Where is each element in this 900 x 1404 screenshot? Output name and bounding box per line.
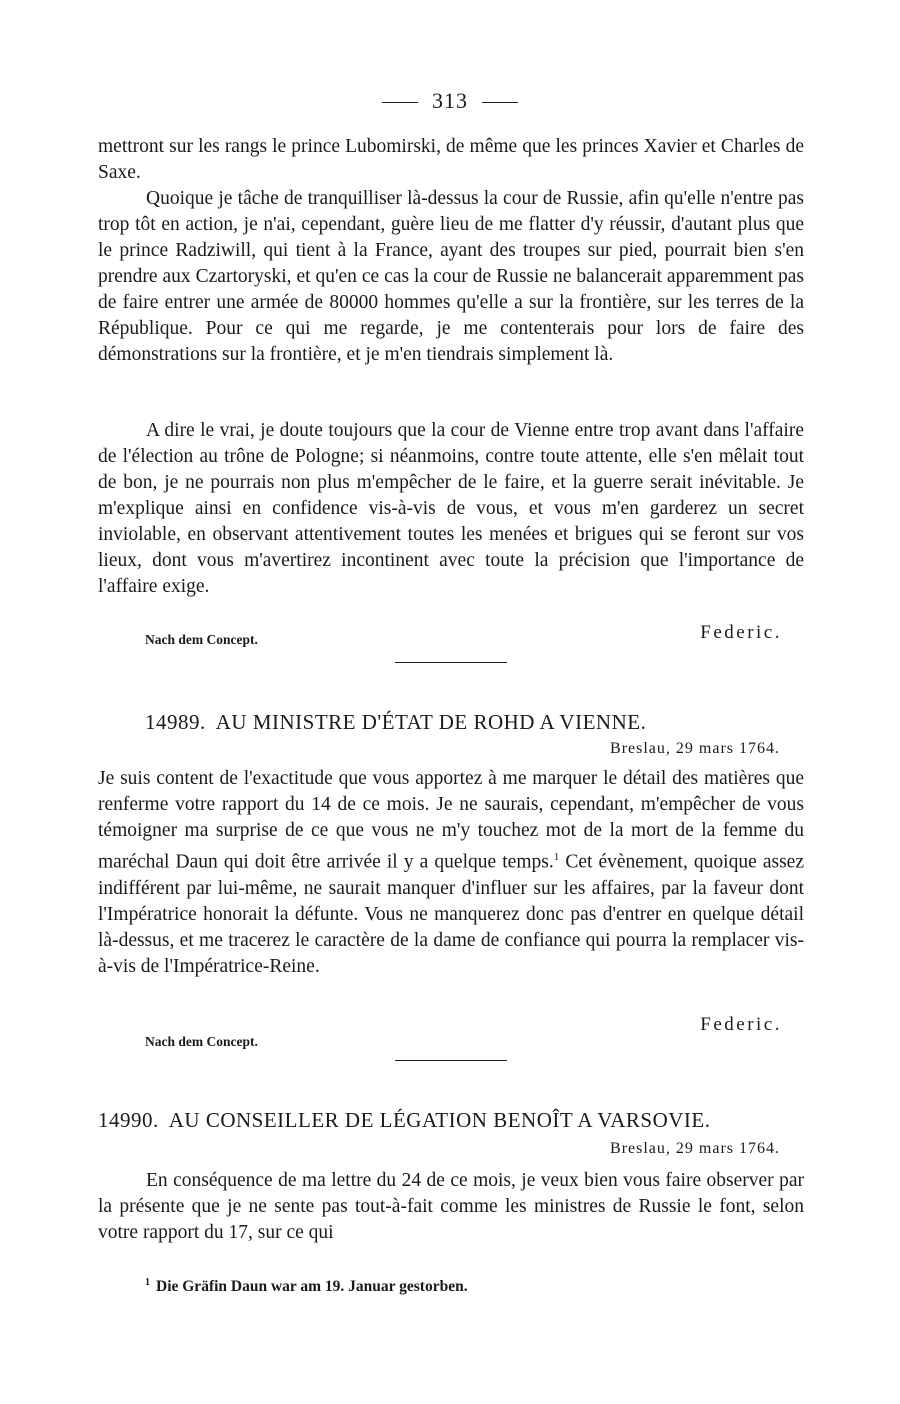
footnote-ref: 1 — [553, 851, 560, 863]
dateline: Breslau, 29 mars 1764. — [610, 1140, 780, 1157]
letter-title: AU CONSEILLER DE LÉGATION BENOÎT A VARSOVIE. — [168, 1108, 711, 1132]
divider — [482, 102, 518, 103]
letter-heading — [145, 710, 851, 735]
dateline: Breslau, 29 mars 1764. — [610, 740, 780, 757]
letter-title: AU MINISTRE D'ÉTAT DE ROHD A VIENNE. — [215, 710, 647, 734]
signature: Federic. — [700, 622, 782, 643]
letter-number: 14989. — [145, 710, 206, 734]
paragraph: mettront sur les rangs le prince Lubomirski, de même que les princes Xavier et Charles de Saxe. — [98, 136, 804, 183]
paragraph — [98, 766, 804, 980]
paragraph: A dire le vrai, je doute toujours que la cour de Vienne entre trop avant dans l'affaire de l'élection au trône de Pologne; si néanmoins, contre toute attente, elle s'en mêlait tout de bon, je ne pourrais non plus m'empêcher de le faire, et la guerre serait inévitable. Je m'explique ainsi en confidence vis-à-vis de vous, et vous m'en garderez un secret inviolable, en observant attentivement toutes les menées et brigues qui se feront sur vos lieux, dont vous m'avertirez incontinent avec toute la précision que l'importance de l'affaire exige. — [98, 420, 804, 597]
footnote-text: Die Gräfin Daun war am 19. Januar gestorben. — [156, 1278, 468, 1296]
section-divider — [395, 662, 507, 663]
footnote-marker: 1 — [145, 1277, 150, 1288]
signature: Federic. — [700, 1014, 782, 1035]
source-note: Nach dem Concept. — [145, 1034, 258, 1049]
divider — [382, 102, 418, 103]
source-note: Nach dem Concept. — [145, 632, 258, 647]
paragraph-text: Cet évènement, quoique assez indifférent par lui-même, ne saurait manquer d'influer sur les affaires, par la faveur dont l'Impératrice honorait la défunte. Vous ne manquerez donc pas d'entrer en quelque détail là-dessus, et me tracerez le caractère de la dame de confiance qui pourra la remplacer vis-à-vis de l'Impératrice-Reine. — [98, 851, 804, 977]
paragraph: Quoique je tâche de tranquilliser là-dessus la cour de Russie, afin qu'elle n'entre pas trop tôt en action, je n'ai, cependant, guère lieu de me flatter d'y réussir, d'autant plus que le prince Radziwill, qui tient à la France, ayant des troupes sur pied, pourrait bien s'en prendre aux Czartoryski, et qu'en ce cas la cour de Russie ne balancerait apparemment pas de faire entrer une armée de 80000 hommes qu'elle a sur la frontière, sur les terres de la République. Pour ce qui me regarde, je me contenterais pour lors de faire des démonstrations sur la frontière, et je m'en tiendrais simplement là. — [98, 188, 804, 365]
letter-number: 14990. — [98, 1108, 159, 1132]
page-number-line — [0, 88, 900, 114]
letter-heading — [98, 1108, 804, 1133]
paragraph-text: Je suis content de l'exactitude que vous apportez à me marquer le détail des matières que renferme votre rapport du 14 de ce mois. Je ne saurais, cependant, m'empêcher de vous témoigner ma surprise de ce que vous ne m'y touchez mot de la mort de la femme du maréchal Daun qui doit être arrivée il y a quelque temps. — [98, 768, 804, 873]
section-divider — [395, 1060, 507, 1061]
footnote — [145, 1277, 468, 1296]
page-number: 313 — [432, 88, 468, 113]
paragraph: En conséquence de ma lettre du 24 de ce mois, je veux bien vous faire observer par la présente que je ne sente pas tout-à-fait comme les ministres de Russie le font, selon votre rapport du 17, sur ce qui — [98, 1170, 804, 1243]
